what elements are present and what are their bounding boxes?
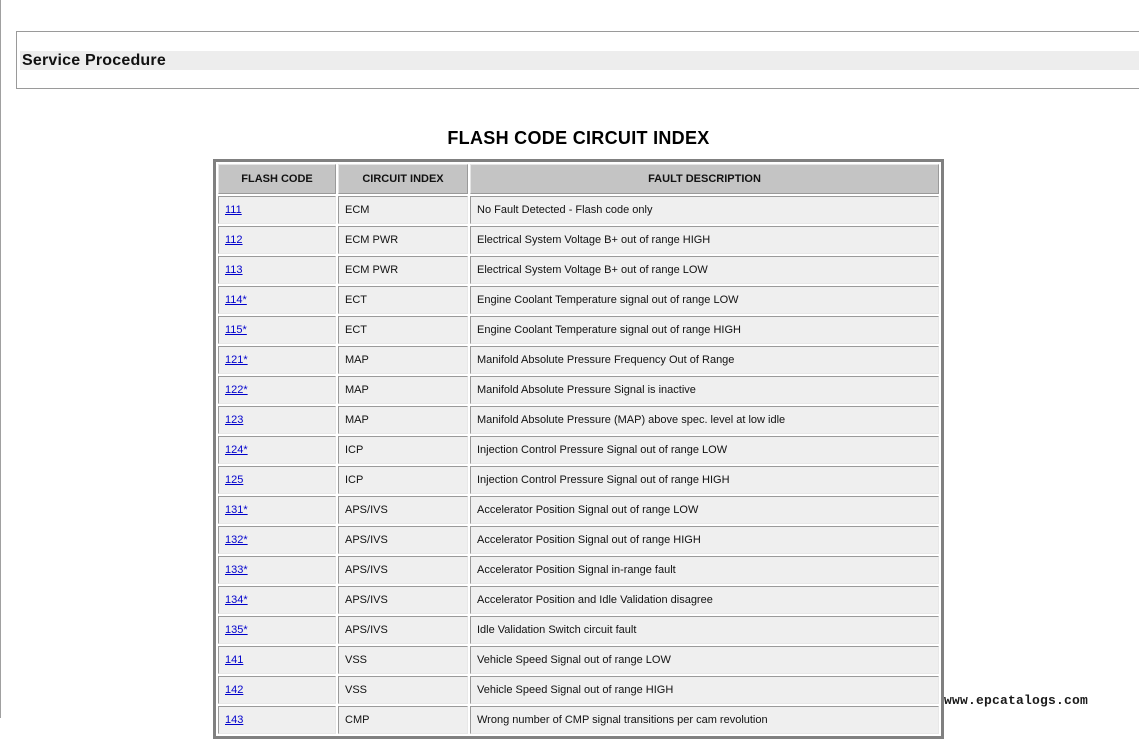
- flash-code-cell: [218, 256, 336, 284]
- flash-code-cell: [218, 556, 336, 584]
- fault-description-cell: Accelerator Position Signal out of range LOW: [470, 496, 939, 524]
- fault-description-cell: Electrical System Voltage B+ out of range HIGH: [470, 226, 939, 254]
- table-row: [218, 346, 939, 374]
- flash-code-link[interactable]: 114*: [225, 294, 247, 306]
- table-row: [218, 496, 939, 524]
- flash-code-cell: [218, 466, 336, 494]
- flash-code-cell: [218, 586, 336, 614]
- column-header-fault-description: FAULT DESCRIPTION: [470, 164, 939, 194]
- table-row: [218, 196, 939, 224]
- flash-code-link[interactable]: 143: [225, 714, 244, 726]
- flash-code-link[interactable]: 141: [225, 654, 244, 666]
- flash-code-cell: [218, 406, 336, 434]
- page-title: FLASH CODE CIRCUIT INDEX: [447, 128, 710, 148]
- fault-description-cell: Vehicle Speed Signal out of range HIGH: [470, 676, 939, 704]
- table-row: [218, 316, 939, 344]
- flash-code-cell: [218, 526, 336, 554]
- circuit-index-cell: APS/IVS: [338, 496, 468, 524]
- flash-code-table-frame: [213, 159, 944, 739]
- flash-code-cell: [218, 676, 336, 704]
- circuit-index-cell: ICP: [338, 436, 468, 464]
- table-row: [218, 556, 939, 584]
- fault-description-cell: Vehicle Speed Signal out of range LOW: [470, 646, 939, 674]
- flash-code-cell: [218, 316, 336, 344]
- circuit-index-cell: ECT: [338, 316, 468, 344]
- fault-description-cell: Manifold Absolute Pressure (MAP) above spec. level at low idle: [470, 406, 939, 434]
- flash-code-cell: [218, 226, 336, 254]
- table-body: [218, 196, 939, 734]
- circuit-index-cell: ECT: [338, 286, 468, 314]
- table-row: [218, 436, 939, 464]
- flash-code-link[interactable]: 115*: [225, 324, 247, 336]
- circuit-index-cell: VSS: [338, 646, 468, 674]
- flash-code-link[interactable]: 112: [225, 234, 243, 246]
- table-row: [218, 286, 939, 314]
- fault-description-cell: Manifold Absolute Pressure Signal is inactive: [470, 376, 939, 404]
- fault-description-cell: Engine Coolant Temperature signal out of range LOW: [470, 286, 939, 314]
- watermark: www.epcatalogs.com: [943, 693, 1088, 708]
- fault-description-cell: Electrical System Voltage B+ out of range LOW: [470, 256, 939, 284]
- fault-description-cell: Injection Control Pressure Signal out of range LOW: [470, 436, 939, 464]
- header-title: Service Procedure: [22, 52, 166, 69]
- flash-code-link[interactable]: 122*: [225, 384, 248, 396]
- table-row: [218, 256, 939, 284]
- table-row: [218, 226, 939, 254]
- circuit-index-cell: VSS: [338, 676, 468, 704]
- section-header: [16, 31, 1139, 89]
- circuit-index-cell: ECM PWR: [338, 256, 468, 284]
- table-row: [218, 676, 939, 704]
- circuit-index-cell: CMP: [338, 706, 468, 734]
- table-header-row: [218, 164, 939, 194]
- flash-code-link[interactable]: 131*: [225, 504, 248, 516]
- flash-code-link[interactable]: 113: [225, 264, 243, 276]
- fault-description-cell: Accelerator Position Signal in-range fault: [470, 556, 939, 584]
- flash-code-link[interactable]: 135*: [225, 624, 248, 636]
- flash-code-link[interactable]: 123: [225, 414, 244, 426]
- flash-code-cell: [218, 376, 336, 404]
- flash-code-table: [216, 162, 941, 736]
- circuit-index-cell: APS/IVS: [338, 616, 468, 644]
- fault-description-cell: Manifold Absolute Pressure Frequency Out of Range: [470, 346, 939, 374]
- flash-code-cell: [218, 346, 336, 374]
- circuit-index-cell: APS/IVS: [338, 586, 468, 614]
- fault-description-cell: Injection Control Pressure Signal out of range HIGH: [470, 466, 939, 494]
- flash-code-link[interactable]: 134*: [225, 594, 248, 606]
- table-row: [218, 646, 939, 674]
- circuit-index-cell: APS/IVS: [338, 556, 468, 584]
- flash-code-link[interactable]: 125: [225, 474, 244, 486]
- circuit-index-cell: ICP: [338, 466, 468, 494]
- fault-description-cell: Engine Coolant Temperature signal out of range HIGH: [470, 316, 939, 344]
- circuit-index-cell: MAP: [338, 406, 468, 434]
- column-header-circuit-index: CIRCUIT INDEX: [338, 164, 468, 194]
- table-row: [218, 586, 939, 614]
- circuit-index-cell: MAP: [338, 376, 468, 404]
- header-band: [20, 51, 1139, 70]
- flash-code-cell: [218, 706, 336, 734]
- flash-code-cell: [218, 286, 336, 314]
- fault-description-cell: Wrong number of CMP signal transitions per cam revolution: [470, 706, 939, 734]
- circuit-index-cell: ECM: [338, 196, 468, 224]
- flash-code-link[interactable]: 133*: [225, 564, 248, 576]
- flash-code-link[interactable]: 111: [225, 204, 242, 216]
- fault-description-cell: Accelerator Position and Idle Validation disagree: [470, 586, 939, 614]
- flash-code-link[interactable]: 124*: [225, 444, 248, 456]
- flash-code-cell: [218, 196, 336, 224]
- table-row: [218, 406, 939, 434]
- flash-code-link[interactable]: 121*: [225, 354, 248, 366]
- flash-code-link[interactable]: 132*: [225, 534, 248, 546]
- table-row: [218, 466, 939, 494]
- flash-code-cell: [218, 646, 336, 674]
- flash-code-link[interactable]: 142: [225, 684, 244, 696]
- flash-code-cell: [218, 436, 336, 464]
- fault-description-cell: No Fault Detected - Flash code only: [470, 196, 939, 224]
- flash-code-cell: [218, 616, 336, 644]
- table-row: [218, 616, 939, 644]
- circuit-index-cell: ECM PWR: [338, 226, 468, 254]
- fault-description-cell: Accelerator Position Signal out of range HIGH: [470, 526, 939, 554]
- page-left-border: [0, 0, 1, 718]
- flash-code-cell: [218, 496, 336, 524]
- table-row: [218, 526, 939, 554]
- table-row: [218, 706, 939, 734]
- table-row: [218, 376, 939, 404]
- circuit-index-cell: MAP: [338, 346, 468, 374]
- circuit-index-cell: APS/IVS: [338, 526, 468, 554]
- fault-description-cell: Idle Validation Switch circuit fault: [470, 616, 939, 644]
- column-header-flash-code: FLASH CODE: [218, 164, 336, 194]
